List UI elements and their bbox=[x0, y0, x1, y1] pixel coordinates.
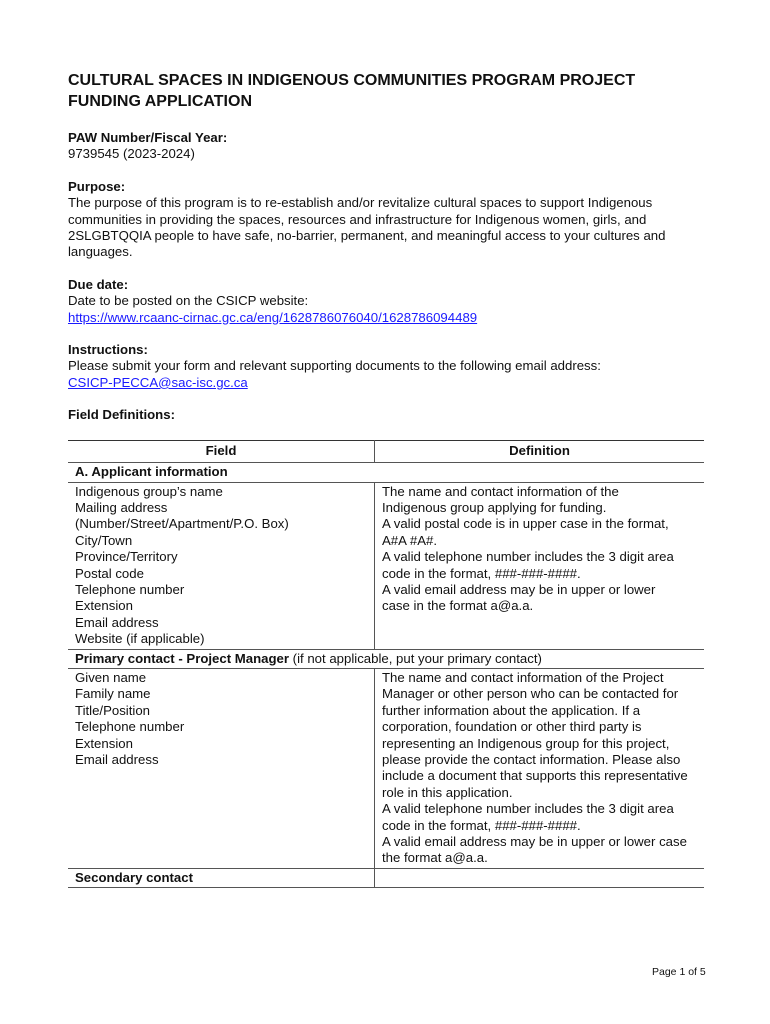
definition-line: please provide the contact information. Please also bbox=[382, 752, 681, 767]
definition-line: representing an Indigenous group for this project, bbox=[382, 735, 670, 751]
definition-line: A valid telephone number includes the 3 digit area bbox=[382, 801, 674, 817]
definition-line: corporation, foundation or other third party is bbox=[382, 719, 642, 735]
field-name: Extension bbox=[75, 598, 133, 614]
table-row bbox=[68, 482, 704, 649]
submission-email-link[interactable]: CSICP-PECCA@sac-isc.gc.ca bbox=[68, 374, 248, 390]
definition-line: A valid email address may be in upper or lower bbox=[382, 581, 656, 597]
definition-line: the format a@a.a. bbox=[382, 850, 488, 866]
table-header-row bbox=[68, 440, 704, 462]
instructions-section bbox=[68, 342, 704, 391]
paw-heading: PAW Number/Fiscal Year: bbox=[68, 130, 228, 145]
due-date-heading: Due date: bbox=[68, 276, 129, 292]
field-name: Email address bbox=[75, 614, 159, 630]
paw-section bbox=[68, 130, 704, 163]
purpose-heading: Purpose: bbox=[68, 178, 126, 194]
field-name: Family name bbox=[75, 686, 151, 702]
definition-line: Indigenous group applying for funding. bbox=[382, 499, 607, 515]
purpose-line: The purpose of this program is to re-establish and/or revitalize cultural spaces to support Indigenous bbox=[68, 195, 653, 211]
title-line-2: FUNDING APPLICATION bbox=[68, 93, 252, 110]
purpose-section bbox=[68, 179, 704, 261]
page-number: Page 1 of 5 bbox=[652, 966, 706, 978]
purpose-line: languages. bbox=[68, 244, 133, 260]
definition-line: further information about the application. If a bbox=[382, 702, 641, 718]
definition-line: A valid telephone number includes the 3 digit area bbox=[382, 549, 674, 565]
section-heading-row bbox=[68, 868, 704, 887]
fields-cell bbox=[68, 482, 375, 649]
field-name: Telephone number bbox=[75, 581, 185, 597]
definition-cell bbox=[375, 482, 705, 649]
document-page bbox=[68, 70, 704, 888]
field-name: Given name bbox=[75, 669, 147, 685]
field-name: (Number/Street/Apartment/P.O. Box) bbox=[75, 516, 289, 532]
field-name: City/Town bbox=[75, 532, 133, 548]
definition-line: role in this application. bbox=[382, 784, 513, 800]
definition-line: Manager or other person who can be contacted for bbox=[382, 686, 679, 702]
definition-cell bbox=[375, 668, 705, 868]
due-date-section bbox=[68, 277, 704, 326]
section-heading-applicant: A. Applicant information bbox=[68, 463, 704, 482]
section-heading-secondary-contact: Secondary contact bbox=[68, 868, 375, 887]
field-name: Indigenous group’s name bbox=[75, 483, 223, 499]
definition-line: code in the format, ###-###-####. bbox=[382, 565, 581, 581]
field-name: Province/Territory bbox=[75, 549, 178, 565]
section-heading-row bbox=[68, 649, 704, 668]
purpose-line: 2SLGBTQQIA people to have safe, no-barrier, permanent, and meaningful access to your cultures and bbox=[68, 228, 666, 244]
csicp-website-link[interactable]: https://www.rcaanc-cirnac.gc.ca/eng/1628786076040/1628786094489 bbox=[68, 309, 478, 325]
section-heading-row bbox=[68, 463, 704, 482]
column-header-field: Field bbox=[68, 440, 375, 462]
field-name: Telephone number bbox=[75, 719, 185, 735]
section-heading-primary-contact: Primary contact - Project Manager (if not applicable, put your primary contact) bbox=[68, 649, 704, 668]
definition-line: A#A #A#. bbox=[382, 532, 437, 548]
paw-value: 9739545 (2023-2024) bbox=[68, 146, 195, 162]
definition-line: include a document that supports this representative bbox=[382, 768, 688, 784]
instructions-heading: Instructions: bbox=[68, 342, 148, 358]
definition-line: case in the format a@a.a. bbox=[382, 598, 534, 614]
field-name: Mailing address bbox=[75, 499, 168, 515]
due-date-text: Date to be posted on the CSICP website: bbox=[68, 293, 309, 309]
definition-line: The name and contact information of the Project bbox=[382, 669, 664, 685]
field-name: Email address bbox=[75, 752, 159, 767]
definition-line: code in the format, ###-###-####. bbox=[382, 817, 581, 833]
title-line-1: CULTURAL SPACES IN INDIGENOUS COMMUNITIES PROGRAM PROJECT bbox=[68, 72, 636, 89]
field-name: Website (if applicable) bbox=[75, 631, 205, 647]
table-row bbox=[68, 668, 704, 868]
instructions-text: Please submit your form and relevant supporting documents to the following email address: bbox=[68, 358, 601, 374]
definition-line: A valid postal code is in upper case in the format, bbox=[382, 516, 669, 532]
purpose-line: communities in providing the spaces, resources and infrastructure for Indigenous women, girls, and bbox=[68, 211, 647, 227]
column-header-definition: Definition bbox=[375, 440, 705, 462]
empty-definition-cell bbox=[375, 868, 705, 887]
definition-line: A valid email address may be in upper or lower case bbox=[382, 834, 687, 850]
field-name: Postal code bbox=[75, 565, 144, 581]
field-name: Title/Position bbox=[75, 702, 151, 718]
field-definitions-heading: Field Definitions: bbox=[68, 407, 175, 423]
document-title bbox=[68, 70, 704, 112]
field-name: Extension bbox=[75, 735, 133, 751]
field-definitions-table bbox=[68, 440, 704, 889]
definition-line: The name and contact information of the bbox=[382, 483, 619, 499]
fields-cell bbox=[68, 668, 375, 868]
